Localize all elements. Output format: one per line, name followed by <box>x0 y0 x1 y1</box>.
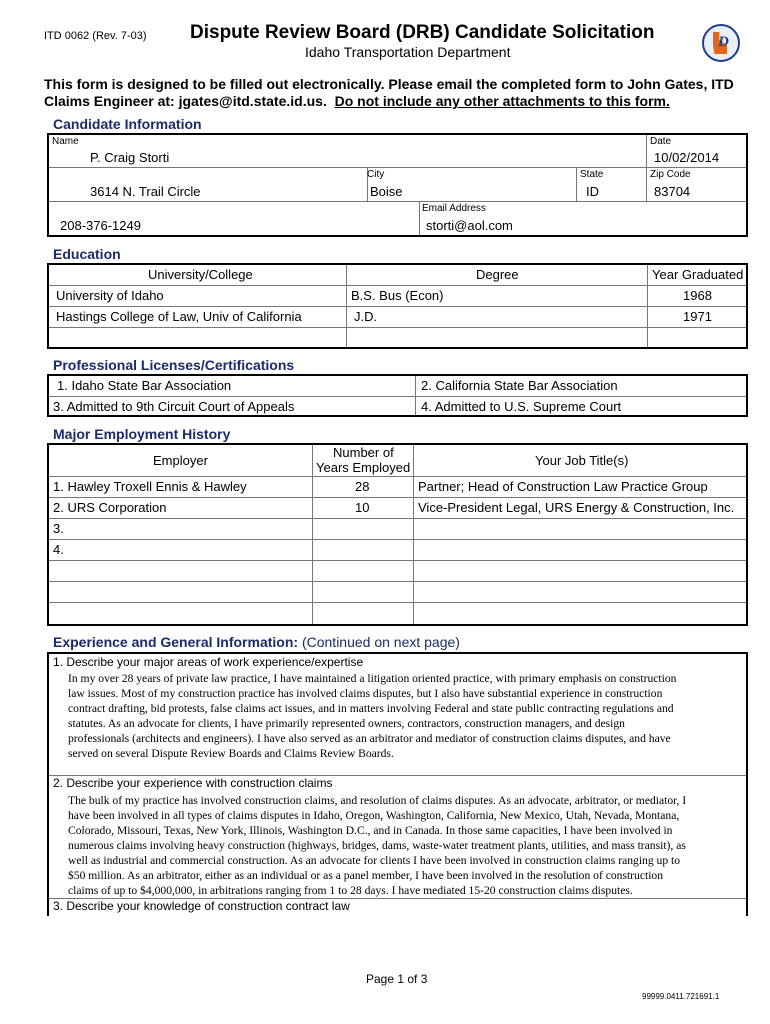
state-field[interactable]: ID <box>586 184 599 199</box>
section-title-employment: Major Employment History <box>53 426 231 442</box>
page-number: Page 1 of 3 <box>366 972 428 986</box>
email-field[interactable]: storti@aol.com <box>426 218 513 233</box>
question-3: 3. Describe your knowledge of construction contract law <box>53 899 350 913</box>
zip-label: Zip Code <box>650 169 691 180</box>
date-field[interactable]: 10/02/2014 <box>654 150 720 165</box>
itd-logo-icon <box>702 24 740 62</box>
education-school-1[interactable]: University of Idaho <box>56 288 164 303</box>
instructions <box>44 76 744 110</box>
name-field[interactable]: P. Craig Storti <box>90 150 170 165</box>
education-degree-2[interactable]: J.D. <box>354 309 378 324</box>
section-title-experience <box>53 634 460 650</box>
instructions-warning: Do not include any other attachments to this form. <box>334 93 670 109</box>
document-code: 99999.0411.721691.1 <box>642 992 720 1001</box>
answer-1[interactable] <box>68 671 676 761</box>
state-label: State <box>580 169 604 180</box>
answer-2-line: well as industrial and commercial construction. As an advocate for clients I have been involved in construction claims ranging up to <box>68 854 681 867</box>
answer-2-line: have been involved in all types of claims disputes in Idaho, Oregon, Washington, California, New Mexico, Utah, Nevada, Montana, <box>68 809 680 822</box>
answer-2[interactable] <box>68 793 686 898</box>
question-1: 1. Describe your major areas of work experience/expertise <box>53 655 364 669</box>
section-title-education: Education <box>53 246 121 262</box>
answer-1-line: statutes. As an advocate for clients, I have primarily represented owners, contractors, construction managers, and design <box>68 717 625 730</box>
answer-1-line: law issues. Most of my construction practice has involved claims disputes, but I also have substantial experience in construction <box>68 687 663 700</box>
question-2: 2. Describe your experience with construction claims <box>53 776 333 790</box>
email-label: Email Address <box>422 203 486 214</box>
page-subtitle: Idaho Transportation Department <box>305 44 511 60</box>
employer-4[interactable]: 4. <box>53 542 64 557</box>
zip-field[interactable]: 83704 <box>654 184 691 199</box>
address-field[interactable]: 3614 N. Trail Circle <box>90 184 201 199</box>
education-header-degree: Degree <box>476 267 519 282</box>
answer-2-line: claims of up to $4,000,000, in arbitrations ranging from 1 to 28 days. I have mediated 15-20 construction claims disputes. <box>68 884 633 897</box>
employment-header-employer: Employer <box>153 453 208 468</box>
employer-2[interactable]: 2. URS Corporation <box>53 500 167 515</box>
city-label: City <box>367 169 385 180</box>
instructions-email: Claims Engineer at: jgates@itd.state.id.us. <box>44 93 327 109</box>
answer-2-line: The bulk of my practice has involved construction claims, and resolution of claims disputes. As an advocate, arbitrator, or mediator, I <box>68 794 687 807</box>
form-id: ITD 0062 (Rev. 7-03) <box>44 30 147 42</box>
employer-1[interactable]: 1. Hawley Troxell Ennis & Hawley <box>53 479 247 494</box>
license-item-2[interactable]: 2. California State Bar Association <box>421 378 618 393</box>
years-2[interactable]: 10 <box>355 500 370 515</box>
experience-note: (Continued on next page) <box>301 634 460 650</box>
education-year-2[interactable]: 1971 <box>683 309 712 324</box>
instructions-line-1: This form is designed to be filled out electronically. Please email the completed form to John Gates, ITD <box>44 76 734 92</box>
years-1[interactable]: 28 <box>355 479 370 494</box>
section-title-candidate: Candidate Information <box>53 116 202 132</box>
license-item-4[interactable]: 4. Admitted to U.S. Supreme Court <box>421 399 622 414</box>
instructions-line-2 <box>44 93 744 110</box>
education-school-2[interactable]: Hastings College of Law, Univ of California <box>56 309 302 324</box>
education-year-1[interactable]: 1968 <box>683 288 712 303</box>
education-header-year: Year Graduated <box>652 267 744 282</box>
logo-letter-icon: D <box>718 34 729 50</box>
city-field[interactable]: Boise <box>370 184 403 199</box>
answer-1-line: contract drafting, bid protests, false claims act issues, and in matters involving Federal and state public contracting regulations and <box>68 702 674 715</box>
employment-header-years-1: Number of <box>333 445 394 460</box>
education-degree-1[interactable]: B.S. Bus (Econ) <box>351 288 444 303</box>
answer-2-line: Colorado, Missouri, Texas, New York, Illinois, Washington D.C., and in Canada. In those same capacities, I have been involved in <box>68 824 673 837</box>
license-item-1[interactable]: 1. Idaho State Bar Association <box>57 378 232 393</box>
answer-1-line: professionals (architects and engineers). I have also served as an arbitrator and mediator of construction claims disputes, and have <box>68 732 671 745</box>
employment-header-title: Your Job Title(s) <box>535 453 629 468</box>
license-item-3[interactable]: 3. Admitted to 9th Circuit Court of Appeals <box>53 399 295 414</box>
employer-3[interactable]: 3. <box>53 521 64 536</box>
job-title-2[interactable]: Vice-President Legal, URS Energy & Construction, Inc. <box>418 500 735 515</box>
phone-field[interactable]: 208-376-1249 <box>60 218 141 233</box>
answer-1-line: In my over 28 years of private law practice, I have maintained a litigation oriented practice, with primary emphasis on construction <box>68 672 677 685</box>
education-header-school: University/College <box>148 267 253 282</box>
job-title-1[interactable]: Partner; Head of Construction Law Practice Group <box>418 479 708 494</box>
employment-header-years-2: Years Employed <box>316 460 411 475</box>
answer-2-line: $50 million. As an arbitrator, either as an individual or as a panel member, I have been involved in the resolution of construction <box>68 869 664 882</box>
section-title-licenses: Professional Licenses/Certifications <box>53 357 295 373</box>
answer-2-line: numerous claims involving heavy construction (highways, bridges, dams, waste-water treatment plants, utilities, and mass transit), as <box>68 839 686 852</box>
date-label: Date <box>650 136 672 147</box>
page-title: Dispute Review Board (DRB) Candidate Solicitation <box>190 22 655 43</box>
answer-1-line: served on several Dispute Review Boards and Claims Review Boards. <box>68 747 394 760</box>
experience-title: Experience and General Information: <box>53 634 299 650</box>
name-label: Name <box>52 136 79 147</box>
